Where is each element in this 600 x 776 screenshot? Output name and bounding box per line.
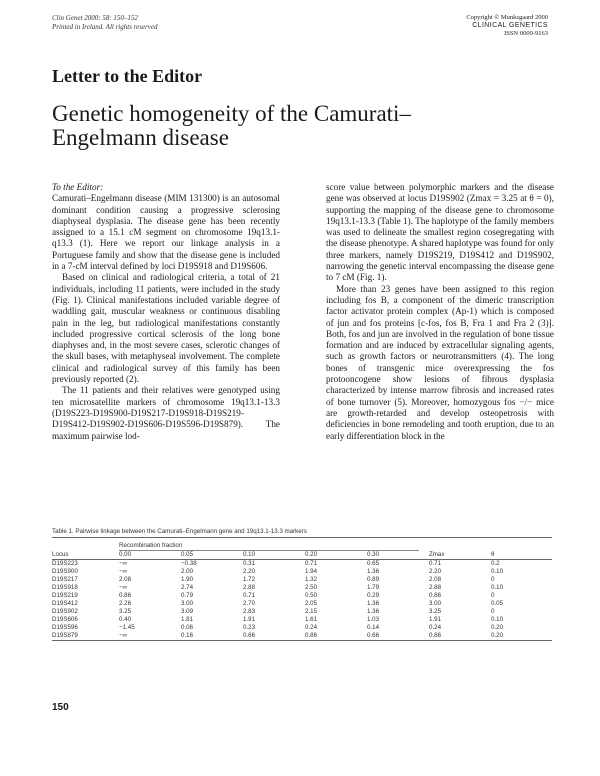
value-cell: 1.03 [367,616,380,623]
value-cell: 0.86 [429,592,442,599]
value-cell: 1.94 [305,568,318,575]
table-caption: Table 1. Pairwise linkage between the Camurati–Engelmann gene and 19q13.1-13.3 markers [52,528,307,535]
locus-cell: D19S918 [52,584,78,591]
paragraph: Camurati–Engelmann disease (MIM 131300) is an autosomal dominant condition causing a progressive sclerosing diaphyseal dysplasia. The disease gene has been recently assigned to a 15.1 cM segment on chromosome 19q13.1-q13.3 (1). Here we report our linkage analysis in a Portuguese family and show that the disease gene is included in a 7-cM interval defined by loci D19S918 and D19S606. [52,193,280,272]
journal-citation: Clin Genet 2000: 58: 150–152 [52,14,138,22]
table-row [52,632,552,640]
value-cell: 2.08 [429,576,442,583]
value-cell: 3.00 [181,600,194,607]
paragraph: More than 23 genes have been assigned to this region including fos B, a component of the dimeric transcription factor activator protein complex (Ap-1) which is composed of jun and fos proteins [c-fos, fos B, Fra 1 and Fra 2 (3)]. Both, fos and jun are involved in the regulation of bone tissue formation and are induced by extracellular signaling agents, such as growth factors or neurotransmitters (4). The long bones of transgenic mice overexpressing the fos protooncogene show lesions of fibrous dysplasia characterized by intense marrow fibrosis and increased rates of bone turnover (5). Moreover, homozygous fos −/− mice are growth-retarded and develop osteopetrosis with deficiencies in bone remodeling and tooth eruption, due to an early differentiation block in the [326,283,554,441]
value-cell: 0.31 [243,560,256,567]
value-cell: 0.71 [243,592,256,599]
value-cell: 0.10 [491,568,504,575]
value-cell: 0.29 [367,592,380,599]
table-row [52,616,552,624]
value-cell: 0.66 [367,632,380,639]
value-cell: 1.36 [367,600,380,607]
value-cell: 1.91 [429,616,442,623]
value-cell: 2.05 [305,600,318,607]
value-cell: 1.61 [305,616,318,623]
value-cell: 3.00 [429,600,442,607]
value-cell: 2.26 [119,600,132,607]
value-cell: 0.24 [305,624,318,631]
value-cell: 2.70 [243,600,256,607]
column-header: 0.10 [243,551,256,558]
recombination-fraction-header: Recombination fraction [119,542,419,551]
paragraph: Based on clinical and radiological criteria, a total of 21 individuals, including 11 patients, were included in the study (Fig. 1). Clinical manifestations included variable degree of waddling gait, muscular weakness or continuous disabling pain in the leg, but radiological manifestations constantly included progressive cortical sclerosis of the long bone diaphyses and, in the most severe cases, sclerotic changes of the skull bases, with metaphyseal involvement. The complete clinical and radiological survey of this family has been previously reported (2). [52,272,280,385]
locus-cell: D19S223 [52,560,78,567]
value-cell: 0 [491,608,495,615]
value-cell: 0.06 [181,624,194,631]
linkage-table [52,528,552,641]
column-header: 0.20 [305,551,318,558]
value-cell: 0.20 [491,624,504,631]
value-cell: 0.14 [367,624,380,631]
table-row [52,592,552,600]
locus-cell: D19S606 [52,616,78,623]
value-cell: 0.23 [243,624,256,631]
value-cell: 2.83 [243,608,256,615]
value-cell: 3.09 [181,608,194,615]
value-cell: 0.16 [181,632,194,639]
table-row [52,624,552,632]
value-cell: 2.00 [181,568,194,575]
body-left-column [52,182,280,442]
journal-name: CLINICAL GENETICS [472,22,548,29]
article-title: Genetic homogeneity of the Camurati–Engelmann disease [52,101,411,150]
value-cell: 2.74 [181,584,194,591]
table-header-row [52,551,552,559]
locus-cell: D19S879 [52,632,78,639]
value-cell: 2.88 [243,584,256,591]
value-cell: 0.50 [305,592,318,599]
value-cell: 0.86 [305,632,318,639]
salutation: To the Editor: [52,182,104,192]
value-cell: 1.79 [367,584,380,591]
column-header: 0.00 [119,551,132,558]
table-row [52,568,552,576]
value-cell: 0.24 [429,624,442,631]
value-cell: 1.72 [243,576,256,583]
table-body [52,560,552,640]
value-cell: 1.32 [305,576,318,583]
value-cell: 0.86 [119,592,132,599]
value-cell: 0.05 [491,600,504,607]
value-cell: 0.71 [429,560,442,567]
locus-cell: D19S219 [52,592,78,599]
value-cell: 1.90 [181,576,194,583]
value-cell: 1.81 [181,616,194,623]
locus-cell: D19S900 [52,568,78,575]
value-cell: 0.65 [367,560,380,567]
table-bottom-rule [52,640,552,641]
column-header: Zmax [429,551,445,558]
value-cell: 2.20 [429,568,442,575]
paragraph: The 11 patients and their relatives were genotyped using ten microsatellite markers of chromosome 19q13.1-13.3 (D19S223-D19S900-D19S217-D19S918-D19S219-D19S412-D19S902-D19S606-D19S596-D19S879). The maximum pairwise lod- [52,385,280,441]
locus-cell: D19S412 [52,600,78,607]
column-header: 0.30 [367,551,380,558]
value-cell: 3.25 [119,608,132,615]
table-row [52,600,552,608]
locus-cell: D19S902 [52,608,78,615]
table-row [52,560,552,568]
value-cell: 2.50 [305,584,318,591]
value-cell: 0.86 [429,632,442,639]
locus-cell: D19S217 [52,576,78,583]
value-cell: −∞ [119,560,128,567]
value-cell: 0.10 [491,616,504,623]
value-cell: −∞ [119,632,128,639]
table-row [52,576,552,584]
value-cell: 2.08 [119,576,132,583]
table-row [52,584,552,592]
value-cell: 2.88 [429,584,442,591]
value-cell: 0.66 [243,632,256,639]
value-cell: −∞ [119,568,128,575]
value-cell: 3.25 [429,608,442,615]
value-cell: 2.15 [305,608,318,615]
value-cell: 1.36 [367,568,380,575]
column-header: θ [491,551,495,558]
value-cell: 0.20 [491,632,504,639]
page-number: 150 [52,702,69,713]
section-label: Letter to the Editor [52,66,203,86]
journal-citation-block [52,14,158,32]
table-grid [52,538,552,640]
table-row [52,608,552,616]
printed-notice: Printed in Ireland. All rights reserved [52,23,158,31]
value-cell: 0.10 [491,584,504,591]
value-cell: 0.79 [181,592,194,599]
value-cell: 0.2 [491,560,500,567]
value-cell: 0 [491,592,495,599]
value-cell: −∞ [119,584,128,591]
value-cell: 1.36 [367,608,380,615]
locus-cell: D19S596 [52,624,78,631]
column-header: 0.05 [181,551,194,558]
copyright-notice: Copyright © Munksgaard 2000 [466,14,548,21]
value-cell: 0.71 [305,560,318,567]
value-cell: 0 [491,576,495,583]
value-cell: 0.40 [119,616,132,623]
value-cell: −0.38 [181,560,197,567]
issn: ISSN 0009-9163 [504,30,548,37]
copyright-block [466,14,548,38]
value-cell: 1.91 [243,616,256,623]
value-cell: 0.89 [367,576,380,583]
paragraph: score value between polymorphic markers and the disease gene was observed at locus D19S902 (Zmax = 3.25 at θ = 0), supporting the mapping of the disease gene to chromosome 19q13.1-13.3 (Table 1). The haplotype of the family members was used to delineate the smallest region cosegregating with the disease phenotype. A shared haplotype was found for only three markers, namely D19S219, D19S412 and D19S902, narrowing the genetic interval encompassing the disease gene to 7 cM (Fig. 1). [326,182,554,283]
column-header: Locus [52,551,69,558]
table-group-header-row [52,538,552,551]
body-right-column [326,182,554,442]
value-cell: −1.45 [119,624,135,631]
value-cell: 2.20 [243,568,256,575]
